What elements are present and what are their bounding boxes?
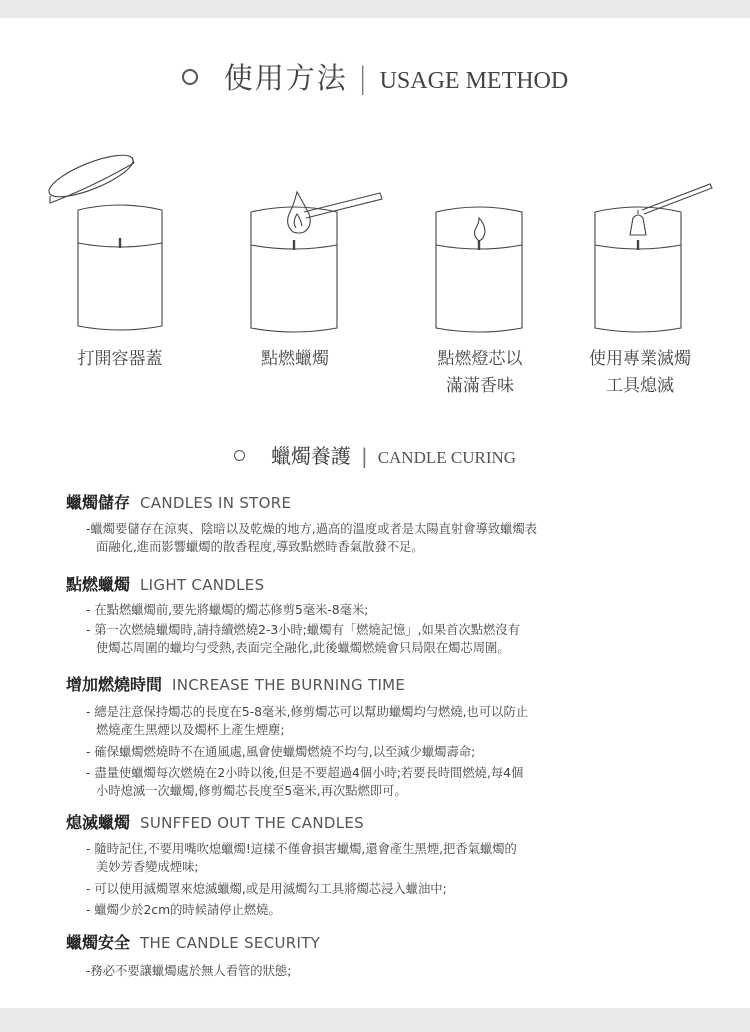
- usage-separator: |: [357, 61, 370, 95]
- usage-title-en: USAGE METHOD: [379, 68, 569, 94]
- circle-icon: [182, 69, 198, 85]
- section-title-security: 蠟燭安全 THE CANDLE SECURITY: [66, 933, 321, 952]
- lit-candle-icon: [436, 207, 522, 332]
- curing-separator: |: [360, 444, 368, 468]
- usage-title-zh: 使用方法: [223, 61, 348, 95]
- page: [0, 18, 750, 1008]
- usage-heading: [0, 56, 750, 97]
- curing-heading: [0, 440, 750, 469]
- list-item: - 在點燃蠟燭前,要先將蠟燭的燭芯修剪5毫米-8毫米;: [86, 603, 369, 617]
- usage-illustrations: [0, 148, 750, 338]
- list-item: - 可以使用滅燭罩來熄滅蠟燭,或是用滅燭勾工具將燭芯浸入蠟油中;: [86, 882, 447, 896]
- list-item: - 總是注意保持燭芯的長度在5-8毫米,修剪燭芯可以幫助蠟燭均勻燃燒,也可以防止 燃燒產生黑煙以及燭杯上產生煙塵;: [86, 705, 529, 737]
- list-item: - 盡量使蠟燭每次燃燒在2小時以後,但是不要超過4個小時;若要長時間燃燒,每4個 小時熄滅一次蠟燭,修剪燭芯長度至5毫米,再次點燃即可。: [86, 766, 524, 798]
- section-title-burning: 增加燃燒時間 INCREASE THE BURNING TIME: [66, 675, 406, 694]
- list-item: -蠟燭要儲存在涼爽、陰暗以及乾燥的地方,過高的溫度或者是太陽直射會導致蠟燭表 面融化,進而影響蠟燭的散香程度,導致點燃時香氣散發不足。: [86, 522, 538, 554]
- candle-with-open-lid-icon: [44, 148, 162, 330]
- step-caption-4: 使用專業滅燭 工具熄滅: [589, 349, 691, 396]
- curing-title-en: CANDLE CURING: [377, 448, 517, 467]
- section-title-snuff: 熄滅蠟燭 SUNFFED OUT THE CANDLES: [66, 813, 364, 832]
- list-item: -務必不要讓蠟燭處於無人看管的狀態;: [86, 964, 292, 978]
- section-title-store: 蠟燭儲存 CANDLES IN STORE: [66, 493, 292, 512]
- circle-icon: [234, 450, 245, 461]
- candle-with-snuffer-icon: [595, 184, 712, 332]
- list-item: - 第一次燃燒蠟燭時,請持續燃燒2-3小時;蠟燭有「燃燒記憶」,如果首次點燃沒有 使燭芯周圍的蠟均勻受熱,表面完全融化,此後蠟燭燃燒會只局限在燭芯周圍。: [86, 623, 520, 655]
- step-caption-3: 點燃燈芯以 滿滿香味: [437, 349, 523, 396]
- list-item: - 隨時記住,不要用嘴吹熄蠟燭!這樣不僅會損害蠟燭,還會產生黑煙,把香氣蠟燭的 美妙芳香變成煙味;: [86, 842, 517, 874]
- curing-title-zh: 蠟燭養護: [270, 444, 351, 468]
- section-title-light: 點燃蠟燭 LIGHT CANDLES: [66, 575, 265, 594]
- list-item: - 確保蠟燭燃燒時不在通風處,風會使蠟燭燃燒不均勻,以至減少蠟燭壽命;: [86, 745, 476, 759]
- list-item: - 蠟燭少於2cm的時候請停止燃燒。: [86, 903, 281, 917]
- step-caption-1: 打開容器蓋: [77, 349, 163, 369]
- candle-with-match-icon: [251, 192, 382, 332]
- step-caption-2: 點燃蠟燭: [261, 349, 329, 369]
